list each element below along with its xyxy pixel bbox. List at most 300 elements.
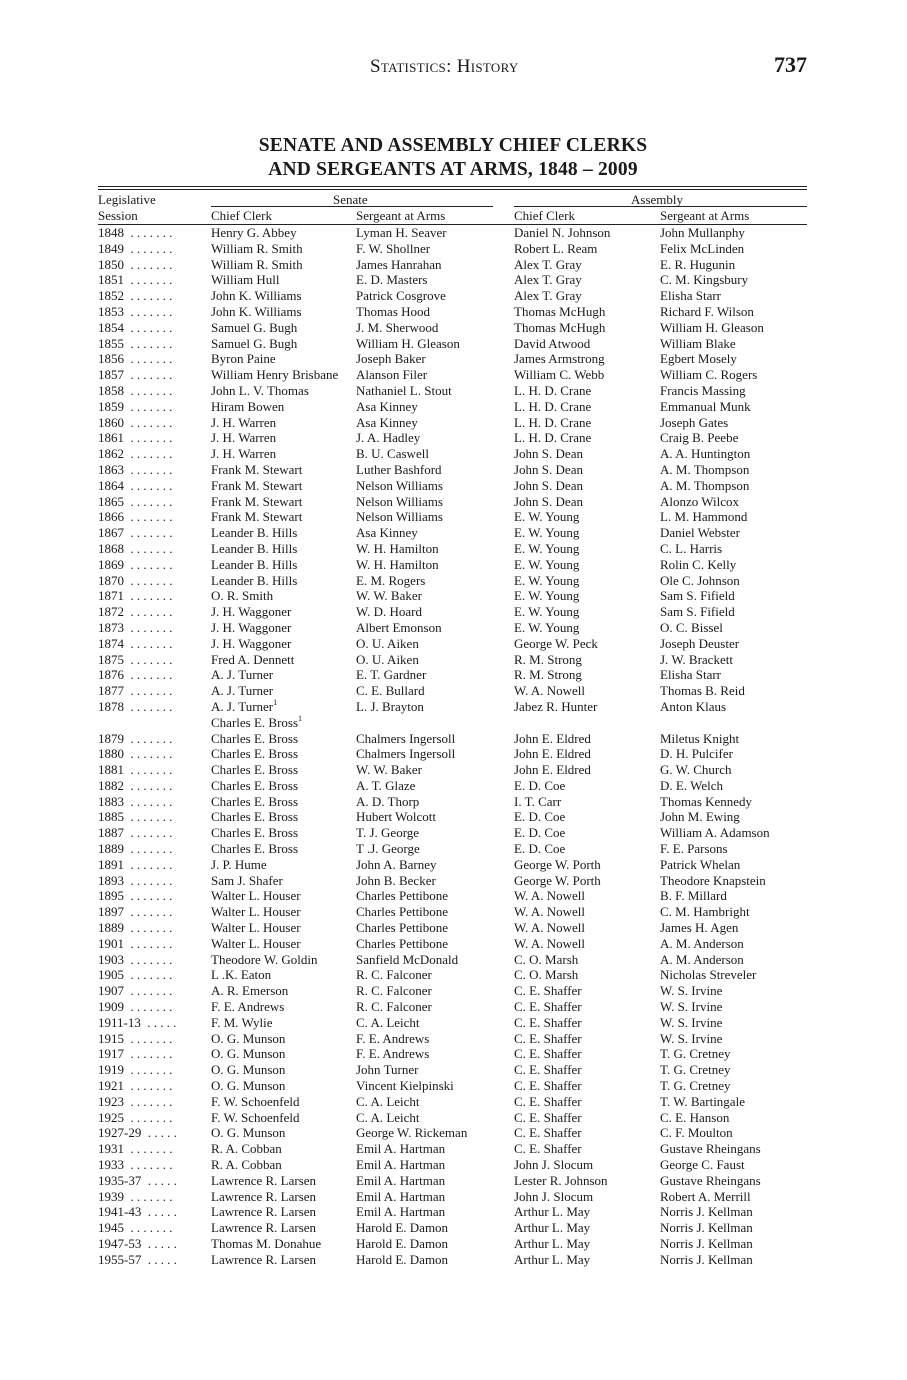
assembly-sergeant-at-arms: Norris J. Kellman: [660, 1236, 753, 1251]
dot-leader: .......: [124, 1220, 176, 1236]
dot-leader: .......: [124, 446, 176, 462]
session-year: 1874: [98, 635, 124, 651]
assembly-sergeant-at-arms: Felix McLinden: [660, 240, 745, 256]
dot-leader: .......: [124, 856, 176, 872]
header-senate-chief-clerk: Chief Clerk: [211, 208, 273, 223]
assembly-sergeant-at-arms: F. E. Parsons: [660, 841, 728, 857]
session-cell: [98, 983, 210, 999]
table-row: [98, 1157, 807, 1173]
dot-leader: .......: [124, 635, 176, 651]
session-cell: [98, 415, 210, 431]
table-row: [98, 509, 807, 525]
session-year: 1853: [98, 303, 124, 319]
assembly-sergeant-at-arms: Craig B. Peebe: [660, 430, 739, 446]
page-title: [98, 134, 808, 182]
assembly-chief-clerk: Arthur L. May: [514, 1251, 591, 1267]
senate-chief-clerk: Charles E. Bross: [211, 762, 299, 778]
dot-leader: .......: [124, 793, 176, 809]
senate-chief-clerk: William Hull: [211, 272, 280, 288]
session-cell: [98, 762, 210, 778]
senate-sergeant-at-arms: F. E. Andrews: [356, 1046, 430, 1062]
title-line-2: AND SERGEANTS AT ARMS, 1848 – 2009: [268, 159, 638, 180]
assembly-sergeant-at-arms: E. R. Hugunin: [660, 256, 736, 272]
table-row: [98, 873, 807, 889]
assembly-sergeant-at-arms: Gustave Rheingans: [660, 1172, 761, 1188]
table-row: [98, 667, 807, 683]
dot-leader: .......: [124, 414, 176, 430]
session-year: 1939: [98, 1188, 124, 1204]
senate-chief-clerk: O. G. Munson: [211, 1046, 286, 1062]
senate-chief-clerk: John K. Williams: [211, 288, 302, 304]
senate-chief-clerk: R. A. Cobban: [211, 1157, 282, 1173]
dot-leader: .......: [124, 319, 176, 335]
dot-leader: .......: [124, 1188, 176, 1204]
session-cell: [98, 746, 210, 762]
session-cell: [98, 257, 210, 273]
session-cell: [98, 794, 210, 810]
table-row: [98, 1062, 807, 1078]
senate-chief-clerk: Charles E. Bross: [211, 809, 299, 825]
senate-sergeant-at-arms: O. U. Aiken: [356, 635, 419, 651]
senate-sergeant-at-arms: Nelson Williams: [356, 493, 443, 509]
senate-chief-clerk: Walter L. Houser: [211, 904, 301, 920]
session-cell: [98, 1062, 210, 1078]
dot-leader: .......: [124, 983, 176, 999]
senate-sergeant-at-arms: E. T. Gardner: [356, 667, 427, 683]
senate-chief-clerk: Henry G. Abbey: [211, 225, 297, 240]
assembly-chief-clerk: John E. Eldred: [514, 746, 591, 762]
senate-sergeant-at-arms: Thomas Hood: [356, 303, 431, 319]
assembly-sergeant-at-arms: L. M. Hammond: [660, 509, 748, 525]
senate-sergeant-at-arms: W. W. Baker: [356, 588, 422, 604]
assembly-chief-clerk: C. E. Shaffer: [514, 1030, 582, 1046]
session-cell: [98, 525, 210, 541]
session-cell: [98, 683, 210, 699]
session-cell: [98, 1204, 210, 1220]
senate-sergeant-at-arms: C. A. Leicht: [356, 1109, 420, 1125]
session-year: 1921: [98, 1078, 124, 1094]
assembly-chief-clerk: W. A. Nowell: [514, 888, 586, 904]
dot-leader: .......: [124, 841, 176, 857]
table-row: [98, 462, 807, 478]
dot-leader: .......: [124, 667, 176, 683]
senate-sergeant-at-arms: Emil A. Hartman: [356, 1188, 446, 1204]
session-cell: [98, 857, 210, 873]
assembly-chief-clerk: L. H. D. Crane: [514, 382, 592, 398]
senate-sergeant-at-arms: R. C. Falconer: [356, 967, 432, 983]
assembly-sergeant-at-arms: W. S. Irvine: [660, 983, 723, 999]
session-cell: [98, 841, 210, 857]
dot-leader: .......: [124, 777, 176, 793]
senate-sergeant-at-arms: Joseph Baker: [356, 351, 426, 367]
table-body: [98, 225, 807, 1268]
assembly-chief-clerk: Thomas McHugh: [514, 319, 606, 335]
assembly-sergeant-at-arms: W. S. Irvine: [660, 999, 723, 1015]
senate-sergeant-at-arms: C. A. Leicht: [356, 1093, 420, 1109]
table-row: [98, 446, 807, 462]
session-cell: [98, 288, 210, 304]
assembly-chief-clerk: John J. Slocum: [514, 1157, 594, 1173]
assembly-chief-clerk: C. E. Shaffer: [514, 983, 582, 999]
assembly-chief-clerk: Robert L. Ream: [514, 240, 598, 256]
session-cell: [98, 904, 210, 920]
session-cell: [98, 620, 210, 636]
assembly-chief-clerk: George W. Peck: [514, 635, 598, 651]
assembly-sergeant-at-arms: William H. Gleason: [660, 319, 764, 335]
assembly-chief-clerk: I. T. Carr: [514, 793, 562, 809]
table-row: [98, 1189, 807, 1205]
session-year: 1893: [98, 872, 124, 888]
assembly-chief-clerk: C. O. Marsh: [514, 967, 579, 983]
senate-group-rule: [211, 206, 493, 207]
assembly-chief-clerk: John J. Slocum: [514, 1188, 594, 1204]
session-cell: [98, 1031, 210, 1047]
session-year: 1885: [98, 809, 124, 825]
assembly-chief-clerk: Thomas McHugh: [514, 303, 606, 319]
assembly-group-rule: [514, 206, 807, 207]
session-cell: [98, 383, 210, 399]
table-row: [98, 731, 807, 747]
assembly-chief-clerk: John S. Dean: [514, 477, 583, 493]
session-year: 1861: [98, 430, 124, 446]
senate-chief-clerk: Charles E. Bross: [211, 746, 299, 762]
senate-chief-clerk: Frank M. Stewart: [211, 493, 303, 509]
session-year: 1869: [98, 556, 124, 572]
senate-chief-clerk: Lawrence R. Larsen: [211, 1188, 317, 1204]
senate-sergeant-at-arms: C. A. Leicht: [356, 1014, 420, 1030]
table-row: [98, 604, 807, 620]
session-cell: [98, 825, 210, 841]
session-year: 1871: [98, 588, 124, 604]
senate-sergeant-at-arms: W. H. Hamilton: [356, 556, 439, 572]
senate-chief-clerk: F. E. Andrews: [211, 999, 285, 1015]
dot-leader: .......: [124, 1157, 176, 1173]
senate-sergeant-at-arms: A. D. Thorp: [356, 793, 420, 809]
assembly-sergeant-at-arms: W. S. Irvine: [660, 1014, 723, 1030]
assembly-sergeant-at-arms: T. G. Cretney: [660, 1062, 731, 1078]
session-cell: [98, 778, 210, 794]
table-row: [98, 841, 807, 857]
session-year: 1866: [98, 509, 124, 525]
senate-sergeant-at-arms: O. U. Aiken: [356, 651, 419, 667]
session-year: 1917: [98, 1046, 124, 1062]
assembly-chief-clerk: Arthur L. May: [514, 1236, 591, 1251]
senate-sergeant-at-arms: B. U. Caswell: [356, 446, 429, 462]
assembly-chief-clerk: Alex T. Gray: [514, 256, 582, 272]
dot-leader: .......: [124, 430, 176, 446]
session-cell: [98, 1173, 210, 1189]
senate-sergeant-at-arms: W. W. Baker: [356, 762, 422, 778]
senate-chief-clerk: Leander B. Hills: [211, 556, 298, 572]
dot-leader: .......: [124, 588, 176, 604]
session-year: 1915: [98, 1030, 124, 1046]
senate-sergeant-at-arms: E. D. Masters: [356, 272, 428, 288]
senate-chief-clerk: John K. Williams: [211, 303, 302, 319]
senate-chief-clerk: O. G. Munson: [211, 1062, 286, 1078]
senate-chief-clerk-name: Charles E. Bross: [211, 714, 299, 730]
senate-chief-clerk: Theodore W. Goldin: [211, 951, 318, 967]
assembly-sergeant-at-arms: C. L. Harris: [660, 540, 723, 556]
session-year: 1880: [98, 746, 124, 762]
assembly-sergeant-at-arms: Thomas Kennedy: [660, 793, 753, 809]
session-year: 1895: [98, 888, 124, 904]
dot-leader: .......: [124, 651, 176, 667]
senate-sergeant-at-arms: Harold E. Damon: [356, 1236, 449, 1251]
assembly-sergeant-at-arms: A. M. Anderson: [660, 951, 744, 967]
assembly-sergeant-at-arms: Norris J. Kellman: [660, 1251, 753, 1267]
senate-sergeant-at-arms: W. D. Hoard: [356, 604, 422, 620]
table-row: [98, 715, 807, 731]
dot-leader: .......: [124, 683, 176, 699]
assembly-chief-clerk: W. A. Nowell: [514, 904, 586, 920]
assembly-sergeant-at-arms: Patrick Whelan: [660, 856, 741, 872]
senate-chief-clerk: J. H. Waggoner: [211, 619, 292, 635]
table-row: [98, 1094, 807, 1110]
dot-leader: .......: [124, 604, 176, 620]
table-row: [98, 430, 807, 446]
table-row: [98, 920, 807, 936]
assembly-chief-clerk: C. E. Shaffer: [514, 1109, 582, 1125]
session-cell: [98, 1236, 210, 1252]
table-row: [98, 383, 807, 399]
assembly-chief-clerk: E. W. Young: [514, 525, 580, 541]
senate-chief-clerk: Hiram Bowen: [211, 398, 285, 414]
session-year: 1876: [98, 667, 124, 683]
senate-sergeant-at-arms: Luther Bashford: [356, 461, 442, 477]
table-row: [98, 588, 807, 604]
session-year: 1857: [98, 367, 124, 383]
senate-sergeant-at-arms: Vincent Kielpinski: [356, 1078, 454, 1094]
top-rule-double: [98, 189, 807, 190]
senate-sergeant-at-arms: Harold E. Damon: [356, 1220, 449, 1236]
assembly-sergeant-at-arms: Norris J. Kellman: [660, 1220, 753, 1236]
assembly-sergeant-at-arms: C. M. Hambright: [660, 904, 750, 920]
dot-leader: .......: [124, 256, 176, 272]
table-row: [98, 1078, 807, 1094]
table-row: [98, 1046, 807, 1062]
dot-leader: .......: [124, 572, 176, 588]
dot-leader: .......: [124, 382, 176, 398]
table-row: [98, 541, 807, 557]
table-row: [98, 1252, 807, 1268]
senate-sergeant-at-arms: E. M. Rogers: [356, 572, 426, 588]
dot-leader: .......: [124, 1046, 176, 1062]
session-cell: [98, 573, 210, 589]
table-row: [98, 304, 807, 320]
session-cell: [98, 809, 210, 825]
table-row: [98, 573, 807, 589]
session-cell: [98, 936, 210, 952]
senate-sergeant-at-arms: Charles Pettibone: [356, 888, 449, 904]
session-year: 1875: [98, 651, 124, 667]
assembly-sergeant-at-arms: C. F. Moulton: [660, 1125, 733, 1141]
dot-leader: .......: [124, 619, 176, 635]
table-row: [98, 1031, 807, 1047]
senate-chief-clerk: Fred A. Dennett: [211, 651, 295, 667]
page-number: 737: [774, 52, 807, 77]
assembly-chief-clerk: John E. Eldred: [514, 730, 591, 746]
senate-chief-clerk: William Henry Brisbane: [211, 367, 339, 383]
session-year: 1882: [98, 777, 124, 793]
session-year: 1868: [98, 540, 124, 556]
assembly-sergeant-at-arms: Daniel Webster: [660, 525, 740, 541]
dot-leader: .......: [124, 240, 176, 256]
senate-sergeant-at-arms: Emil A. Hartman: [356, 1157, 446, 1173]
table-row: [98, 936, 807, 952]
assembly-chief-clerk: W. A. Nowell: [514, 683, 586, 699]
senate-chief-clerk: William R. Smith: [211, 256, 303, 272]
assembly-sergeant-at-arms: Emmanual Munk: [660, 398, 751, 414]
assembly-chief-clerk: E. W. Young: [514, 509, 580, 525]
session-year: 1907: [98, 983, 124, 999]
header-legislative: Legislative: [98, 192, 156, 207]
dot-leader: .....: [141, 1204, 181, 1220]
senate-chief-clerk: A. R. Emerson: [211, 983, 289, 999]
table-row: [98, 636, 807, 652]
assembly-sergeant-at-arms: Miletus Knight: [660, 730, 740, 746]
assembly-chief-clerk: R. M. Strong: [514, 651, 582, 667]
senate-sergeant-at-arms: T .J. George: [356, 841, 420, 857]
session-cell: [98, 1220, 210, 1236]
table-row: [98, 272, 807, 288]
dot-leader: .......: [124, 935, 176, 951]
table-row: [98, 494, 807, 510]
assembly-chief-clerk: E. D. Coe: [514, 777, 566, 793]
assembly-chief-clerk: C. E. Shaffer: [514, 1141, 582, 1157]
assembly-sergeant-at-arms: Egbert Mosely: [660, 351, 737, 367]
senate-sergeant-at-arms: James Hanrahan: [356, 256, 442, 272]
session-year: 1849: [98, 240, 124, 256]
session-cell: [98, 478, 210, 494]
assembly-chief-clerk: E. W. Young: [514, 588, 580, 604]
session-year: 1905: [98, 967, 124, 983]
session-year: 1862: [98, 446, 124, 462]
assembly-chief-clerk: E. W. Young: [514, 540, 580, 556]
assembly-chief-clerk: John S. Dean: [514, 446, 583, 462]
dot-leader: .......: [124, 809, 176, 825]
senate-chief-clerk: F. W. Schoenfeld: [211, 1093, 300, 1109]
senate-sergeant-at-arms: Charles Pettibone: [356, 920, 449, 936]
session-year: 1909: [98, 999, 124, 1015]
senate-sergeant-at-arms: R. C. Falconer: [356, 983, 432, 999]
senate-chief-clerk: William R. Smith: [211, 240, 303, 256]
dot-leader: .......: [124, 335, 176, 351]
senate-chief-clerk: Charles E. Bross: [211, 841, 299, 857]
senate-sergeant-at-arms: Sanfield McDonald: [356, 951, 459, 967]
assembly-sergeant-at-arms: Robert A. Merrill: [660, 1188, 751, 1204]
session-cell: [98, 462, 210, 478]
senate-chief-clerk: John L. V. Thomas: [211, 382, 309, 398]
dot-leader: .......: [124, 746, 176, 762]
dot-leader: .......: [124, 509, 176, 525]
dot-leader: .....: [141, 1251, 181, 1267]
assembly-chief-clerk: Lester R. Johnson: [514, 1172, 608, 1188]
senate-chief-clerk-name: A. J. Turner: [211, 698, 274, 714]
assembly-chief-clerk: W. A. Nowell: [514, 920, 586, 936]
dot-leader: .......: [124, 525, 176, 541]
table-row: [98, 983, 807, 999]
session-cell: [98, 731, 210, 747]
session-cell: [98, 351, 210, 367]
assembly-sergeant-at-arms: Gustave Rheingans: [660, 1141, 761, 1157]
session-cell: [98, 509, 210, 525]
session-year: 1897: [98, 904, 124, 920]
table-row: [98, 257, 807, 273]
session-cell: [98, 999, 210, 1015]
senate-sergeant-at-arms: Nathaniel L. Stout: [356, 382, 452, 398]
table-row: [98, 336, 807, 352]
assembly-sergeant-at-arms: Joseph Gates: [660, 414, 729, 430]
senate-sergeant-at-arms: John A. Barney: [356, 856, 437, 872]
assembly-chief-clerk: E. W. Young: [514, 556, 580, 572]
session-cell: [98, 667, 210, 683]
assembly-chief-clerk: L. H. D. Crane: [514, 414, 592, 430]
assembly-chief-clerk: Jabez R. Hunter: [514, 698, 598, 714]
table-row: [98, 888, 807, 904]
table-row: [98, 241, 807, 257]
dot-leader: .......: [124, 1093, 176, 1109]
assembly-sergeant-at-arms: T. W. Bartingale: [660, 1093, 745, 1109]
header-assembly: Assembly: [631, 192, 683, 207]
dot-leader: .......: [124, 999, 176, 1015]
session-year: 1923: [98, 1093, 124, 1109]
session-year: 1858: [98, 382, 124, 398]
assembly-sergeant-at-arms: Sam S. Fifield: [660, 604, 735, 620]
senate-chief-clerk: Walter L. Houser: [211, 888, 301, 904]
senate-sergeant-at-arms: W. H. Hamilton: [356, 540, 439, 556]
session-cell: [98, 952, 210, 968]
senate-sergeant-at-arms: Alanson Filer: [356, 367, 428, 383]
dot-leader: .......: [124, 461, 176, 477]
session-cell: [98, 399, 210, 415]
table-row: [98, 557, 807, 573]
assembly-sergeant-at-arms: C. E. Hanson: [660, 1109, 730, 1125]
senate-sergeant-at-arms: L. J. Brayton: [356, 698, 424, 714]
senate-chief-clerk: O. R. Smith: [211, 588, 274, 604]
session-cell: [98, 920, 210, 936]
assembly-sergeant-at-arms: George C. Faust: [660, 1157, 745, 1173]
assembly-sergeant-at-arms: William Blake: [660, 335, 736, 351]
session-cell: [98, 1157, 210, 1173]
assembly-chief-clerk: Alex T. Gray: [514, 272, 582, 288]
table-row: [98, 288, 807, 304]
session-cell: [98, 272, 210, 288]
senate-sergeant-at-arms: John Turner: [356, 1062, 419, 1078]
assembly-sergeant-at-arms: John Mullanphy: [660, 225, 745, 240]
assembly-chief-clerk: C. E. Shaffer: [514, 1014, 582, 1030]
assembly-chief-clerk: E. W. Young: [514, 604, 580, 620]
assembly-chief-clerk: Daniel N. Johnson: [514, 225, 611, 240]
table-row: [98, 746, 807, 762]
senate-chief-clerk: Charles E. Bross: [211, 730, 299, 746]
senate-sergeant-at-arms: Chalmers Ingersoll: [356, 746, 456, 762]
senate-chief-clerk: Lawrence R. Larsen: [211, 1251, 317, 1267]
session-cell: [98, 225, 210, 241]
senate-sergeant-at-arms: F. E. Andrews: [356, 1030, 430, 1046]
session-cell: [98, 367, 210, 383]
senate-chief-clerk: O. G. Munson: [211, 1125, 286, 1141]
assembly-sergeant-at-arms: C. M. Kingsbury: [660, 272, 749, 288]
assembly-chief-clerk: James Armstrong: [514, 351, 605, 367]
senate-chief-clerk: J. H. Waggoner: [211, 604, 292, 620]
senate-chief-clerk: Frank M. Stewart: [211, 477, 303, 493]
senate-sergeant-at-arms: Emil A. Hartman: [356, 1204, 446, 1220]
session-year: 1903: [98, 951, 124, 967]
assembly-sergeant-at-arms: Richard F. Wilson: [660, 303, 754, 319]
senate-chief-clerk: Charles E. Bross: [211, 825, 299, 841]
table-row: [98, 967, 807, 983]
table-row: [98, 1015, 807, 1031]
